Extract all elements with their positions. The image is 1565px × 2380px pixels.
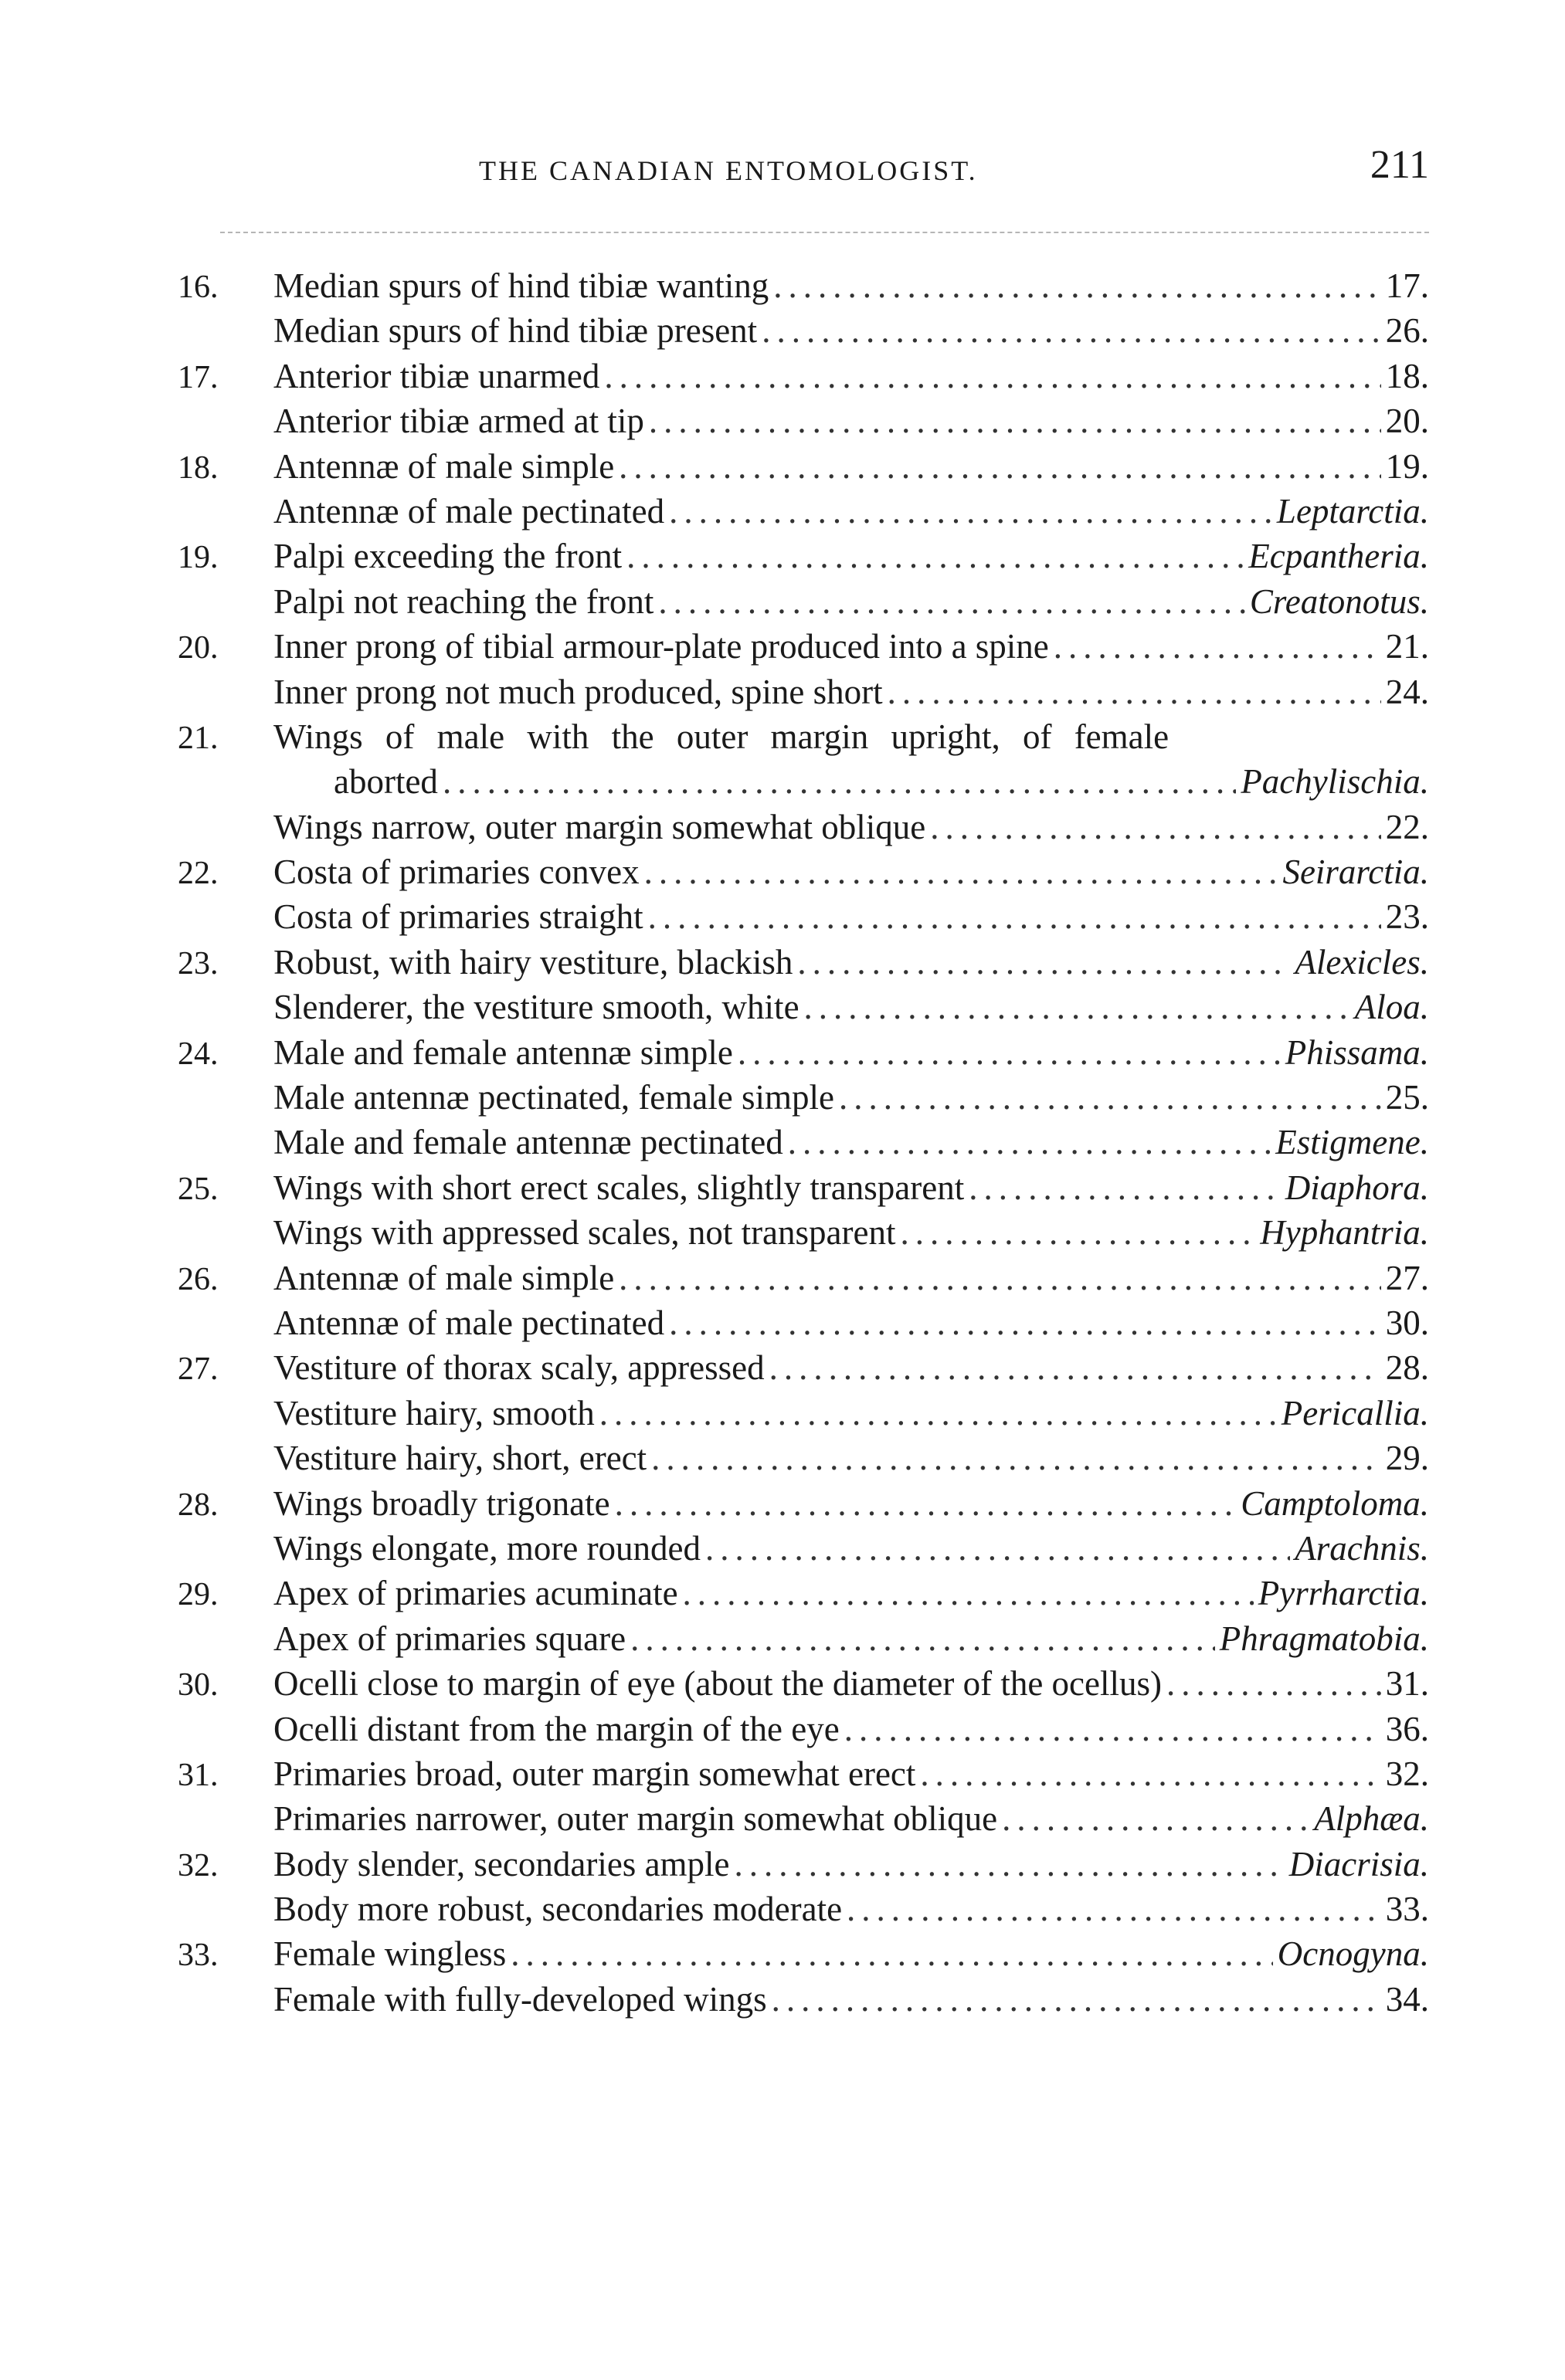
dot-leaders — [847, 1889, 1381, 1929]
key-character-text: Wings with appressed scales, not transparent — [273, 1213, 896, 1253]
dot-leaders — [1002, 1799, 1309, 1839]
key-line — [178, 1709, 1429, 1754]
dot-leaders — [797, 942, 1290, 982]
key-line — [178, 717, 1429, 761]
couplet-number: 29. — [178, 1577, 219, 1613]
genus-name: Alphæa. — [1314, 1799, 1429, 1839]
couplet-reference: 19. — [1385, 446, 1429, 486]
couplet-reference: 34. — [1385, 1979, 1429, 2019]
couplet-reference: 28. — [1385, 1348, 1429, 1388]
key-character-text: Male and female antennæ pectinated — [273, 1123, 783, 1162]
key-line — [178, 897, 1429, 941]
key-character-text: Male antennæ pectinated, female simple — [273, 1078, 834, 1117]
genus-name: Estigmene. — [1275, 1123, 1429, 1162]
key-character-text: Median spurs of hind tibiæ wanting — [273, 266, 769, 305]
couplet-reference: 24. — [1385, 672, 1429, 711]
couplet-reference: 27. — [1385, 1258, 1429, 1297]
couplet-reference: 31. — [1385, 1664, 1429, 1704]
key-character-text: Palpi not reaching the front — [273, 581, 654, 621]
genus-name: Aloa. — [1354, 988, 1429, 1027]
couplet-number: 21. — [178, 720, 219, 756]
identification-key — [178, 266, 1429, 2024]
couplet-number: 33. — [178, 1938, 219, 1974]
dot-leaders — [900, 1212, 1255, 1253]
key-character-text: Male and female antennæ simple — [273, 1032, 733, 1072]
couplet-number: 28. — [178, 1487, 219, 1523]
couplet-reference: 29. — [1385, 1439, 1429, 1478]
dot-leaders — [626, 536, 1244, 576]
couplet-reference: 20. — [1385, 402, 1429, 441]
couplet-reference: 36. — [1385, 1709, 1429, 1748]
couplet-reference: 32. — [1385, 1754, 1429, 1793]
dot-leaders — [669, 491, 1272, 531]
key-line — [178, 1438, 1429, 1483]
key-line — [178, 1077, 1429, 1122]
key-character-text: Antennæ of male simple — [273, 1258, 615, 1297]
key-line — [178, 1844, 1429, 1889]
couplet-reference: 21. — [1385, 627, 1429, 666]
key-line — [178, 852, 1429, 897]
dot-leaders — [969, 1168, 1281, 1208]
key-character-text: Wings with short erect scales, slightly transparent — [273, 1168, 965, 1207]
dot-leaders — [619, 1258, 1381, 1298]
key-character-text: Wings elongate, more rounded — [273, 1528, 701, 1568]
key-character-text: Vestiture of thorax scaly, appressed — [273, 1348, 765, 1388]
genus-name: Hyphantria. — [1260, 1213, 1429, 1253]
genus-name: Ecpantheria. — [1248, 537, 1429, 576]
key-line — [178, 1754, 1429, 1799]
genus-name: Pachylischia. — [1241, 762, 1429, 802]
key-line — [178, 1212, 1429, 1257]
key-character-text: Slenderer, the vestiture smooth, white — [273, 988, 799, 1027]
key-character-text: Ocelli close to margin of eye (about the diameter of the ocellus) — [273, 1664, 1163, 1704]
dot-leaders — [1166, 1663, 1381, 1704]
key-character-text: Primaries narrower, outer margin somewhat oblique — [273, 1799, 998, 1839]
key-line — [178, 1663, 1429, 1708]
running-title: THE CANADIAN ENTOMOLOGIST. — [479, 155, 978, 186]
key-line — [178, 987, 1429, 1032]
key-character-text: aborted — [334, 762, 438, 802]
genus-name: Arachnis. — [1295, 1528, 1429, 1568]
key-line — [178, 1799, 1429, 1843]
dot-leaders — [683, 1573, 1254, 1613]
key-line — [178, 1573, 1429, 1618]
couplet-number: 27. — [178, 1351, 219, 1388]
key-line — [178, 1889, 1429, 1934]
key-line — [178, 1979, 1429, 2024]
key-line — [178, 581, 1429, 626]
key-line — [178, 942, 1429, 987]
key-character-text: Body more robust, secondaries moderate — [273, 1890, 843, 1929]
dot-leaders — [762, 310, 1381, 351]
key-line — [178, 401, 1429, 446]
key-character-text: Antennæ of male pectinated — [273, 491, 665, 531]
couplet-reference: 18. — [1385, 356, 1429, 395]
key-line — [178, 1032, 1429, 1077]
genus-name: Seirarctia. — [1282, 853, 1429, 892]
key-character-text: Wings broadly trigonate — [273, 1483, 610, 1523]
key-character-text: Anterior tibiæ unarmed — [273, 356, 600, 395]
key-character-text: Anterior tibiæ armed at tip — [273, 402, 644, 441]
dot-leaders — [630, 1619, 1215, 1659]
couplet-number: 26. — [178, 1261, 219, 1297]
key-line — [178, 310, 1429, 355]
key-character-text: Costa of primaries convex — [273, 853, 640, 892]
genus-name: Creatonotus. — [1249, 581, 1429, 621]
couplet-number: 32. — [178, 1847, 219, 1883]
dot-leaders — [644, 852, 1278, 892]
couplet-number: 18. — [178, 449, 219, 486]
dot-leaders — [738, 1032, 1281, 1073]
couplet-number: 30. — [178, 1667, 219, 1704]
key-character-text: Robust, with hairy vestiture, blackish — [273, 942, 793, 981]
dot-leaders — [735, 1844, 1285, 1884]
page-number: 211 — [1370, 143, 1429, 187]
genus-name: Pericallia. — [1281, 1393, 1429, 1432]
dot-leaders — [511, 1934, 1273, 1974]
couplet-number: 20. — [178, 630, 219, 666]
couplet-reference: 33. — [1385, 1890, 1429, 1929]
dot-leaders — [649, 401, 1381, 441]
genus-name: Phissama. — [1285, 1032, 1429, 1072]
dot-leaders — [599, 1393, 1277, 1433]
key-line — [178, 446, 1429, 491]
key-character-text: Female with fully-developed wings — [273, 1979, 767, 2019]
dot-leaders — [1054, 626, 1381, 666]
genus-name: Alexicles. — [1295, 942, 1429, 981]
couplet-number: 31. — [178, 1757, 219, 1793]
couplet-reference: 23. — [1385, 897, 1429, 937]
couplet-number: 25. — [178, 1171, 219, 1207]
key-line — [178, 491, 1429, 536]
key-line — [178, 1619, 1429, 1663]
key-line — [178, 266, 1429, 310]
genus-name: Diacrisia. — [1288, 1844, 1429, 1883]
genus-name: Camptoloma. — [1241, 1483, 1429, 1523]
key-line — [178, 1483, 1429, 1528]
key-line — [178, 1122, 1429, 1167]
key-line — [178, 1348, 1429, 1392]
key-line — [178, 761, 1429, 806]
key-line — [178, 672, 1429, 717]
couplet-number: 17. — [178, 359, 219, 395]
couplet-reference: 30. — [1385, 1303, 1429, 1342]
couplet-number: 19. — [178, 540, 219, 576]
key-character-text: Palpi exceeding the front — [273, 537, 623, 576]
couplet-reference: 26. — [1385, 311, 1429, 351]
couplet-number: 16. — [178, 270, 219, 305]
key-character-text: Female wingless — [273, 1934, 507, 1974]
key-character-text: Primaries broad, outer margin somewhat erect — [273, 1754, 916, 1793]
dot-leaders — [888, 672, 1381, 712]
key-character-text: Ocelli distant from the margin of the eye — [273, 1709, 840, 1748]
key-character-text: Median spurs of hind tibiæ present — [273, 311, 758, 351]
genus-name: Phragmatobia. — [1219, 1619, 1429, 1658]
key-line — [178, 1168, 1429, 1212]
dot-leaders — [930, 807, 1380, 847]
couplet-reference: 17. — [1385, 266, 1429, 305]
key-line — [178, 807, 1429, 852]
dot-leaders — [669, 1303, 1381, 1343]
key-character-text: Inner prong of tibial armour-plate produced into a spine — [273, 627, 1049, 666]
key-line — [178, 1258, 1429, 1303]
key-character-text: Vestiture hairy, short, erect — [273, 1439, 647, 1478]
dot-leaders — [773, 266, 1381, 306]
dot-leaders — [619, 446, 1381, 487]
page-header — [216, 143, 1429, 209]
key-line — [178, 356, 1429, 401]
key-character-text: Antennæ of male simple — [273, 446, 615, 486]
couplet-number: 22. — [178, 856, 219, 892]
genus-name: Ocnogyna. — [1277, 1934, 1429, 1974]
genus-name: Leptarctia. — [1276, 491, 1429, 531]
couplet-number: 23. — [178, 945, 219, 981]
dot-leaders — [844, 1709, 1381, 1749]
key-character-text: Vestiture hairy, smooth — [273, 1393, 595, 1432]
dot-leaders — [658, 581, 1245, 622]
dot-leaders — [769, 1348, 1381, 1388]
key-line — [178, 536, 1429, 581]
key-character-text: Apex of primaries square — [273, 1619, 626, 1658]
genus-name: Diaphora. — [1285, 1168, 1429, 1207]
genus-name: Pyrrharctia. — [1258, 1574, 1429, 1613]
dot-leaders — [788, 1122, 1271, 1162]
key-character-text: Wings of male with the outer margin upright, of female — [273, 717, 1170, 756]
key-character-text: Body slender, secondaries ample — [273, 1844, 730, 1883]
key-line — [178, 1393, 1429, 1438]
dot-leaders — [604, 356, 1380, 396]
key-character-text: Antennæ of male pectinated — [273, 1303, 665, 1342]
header-rule — [220, 232, 1429, 233]
key-character-text: Wings narrow, outer margin somewhat oblique — [273, 807, 926, 846]
key-character-text: Costa of primaries straight — [273, 897, 643, 937]
couplet-number: 24. — [178, 1036, 219, 1072]
dot-leaders — [648, 897, 1381, 937]
key-line — [178, 1528, 1429, 1573]
dot-leaders — [920, 1754, 1380, 1794]
key-line — [178, 626, 1429, 671]
dot-leaders — [772, 1979, 1381, 2019]
dot-leaders — [651, 1438, 1381, 1478]
key-line — [178, 1303, 1429, 1348]
key-character-text: Inner prong not much produced, spine short — [273, 672, 883, 711]
dot-leaders — [804, 987, 1350, 1027]
couplet-reference: 22. — [1385, 807, 1429, 846]
dot-leaders — [615, 1483, 1237, 1524]
dot-leaders — [839, 1077, 1381, 1117]
dot-leaders — [705, 1528, 1290, 1568]
key-character-text: Apex of primaries acuminate — [273, 1574, 678, 1613]
dot-leaders — [443, 761, 1236, 802]
couplet-reference: 25. — [1385, 1078, 1429, 1117]
key-line — [178, 1934, 1429, 1978]
